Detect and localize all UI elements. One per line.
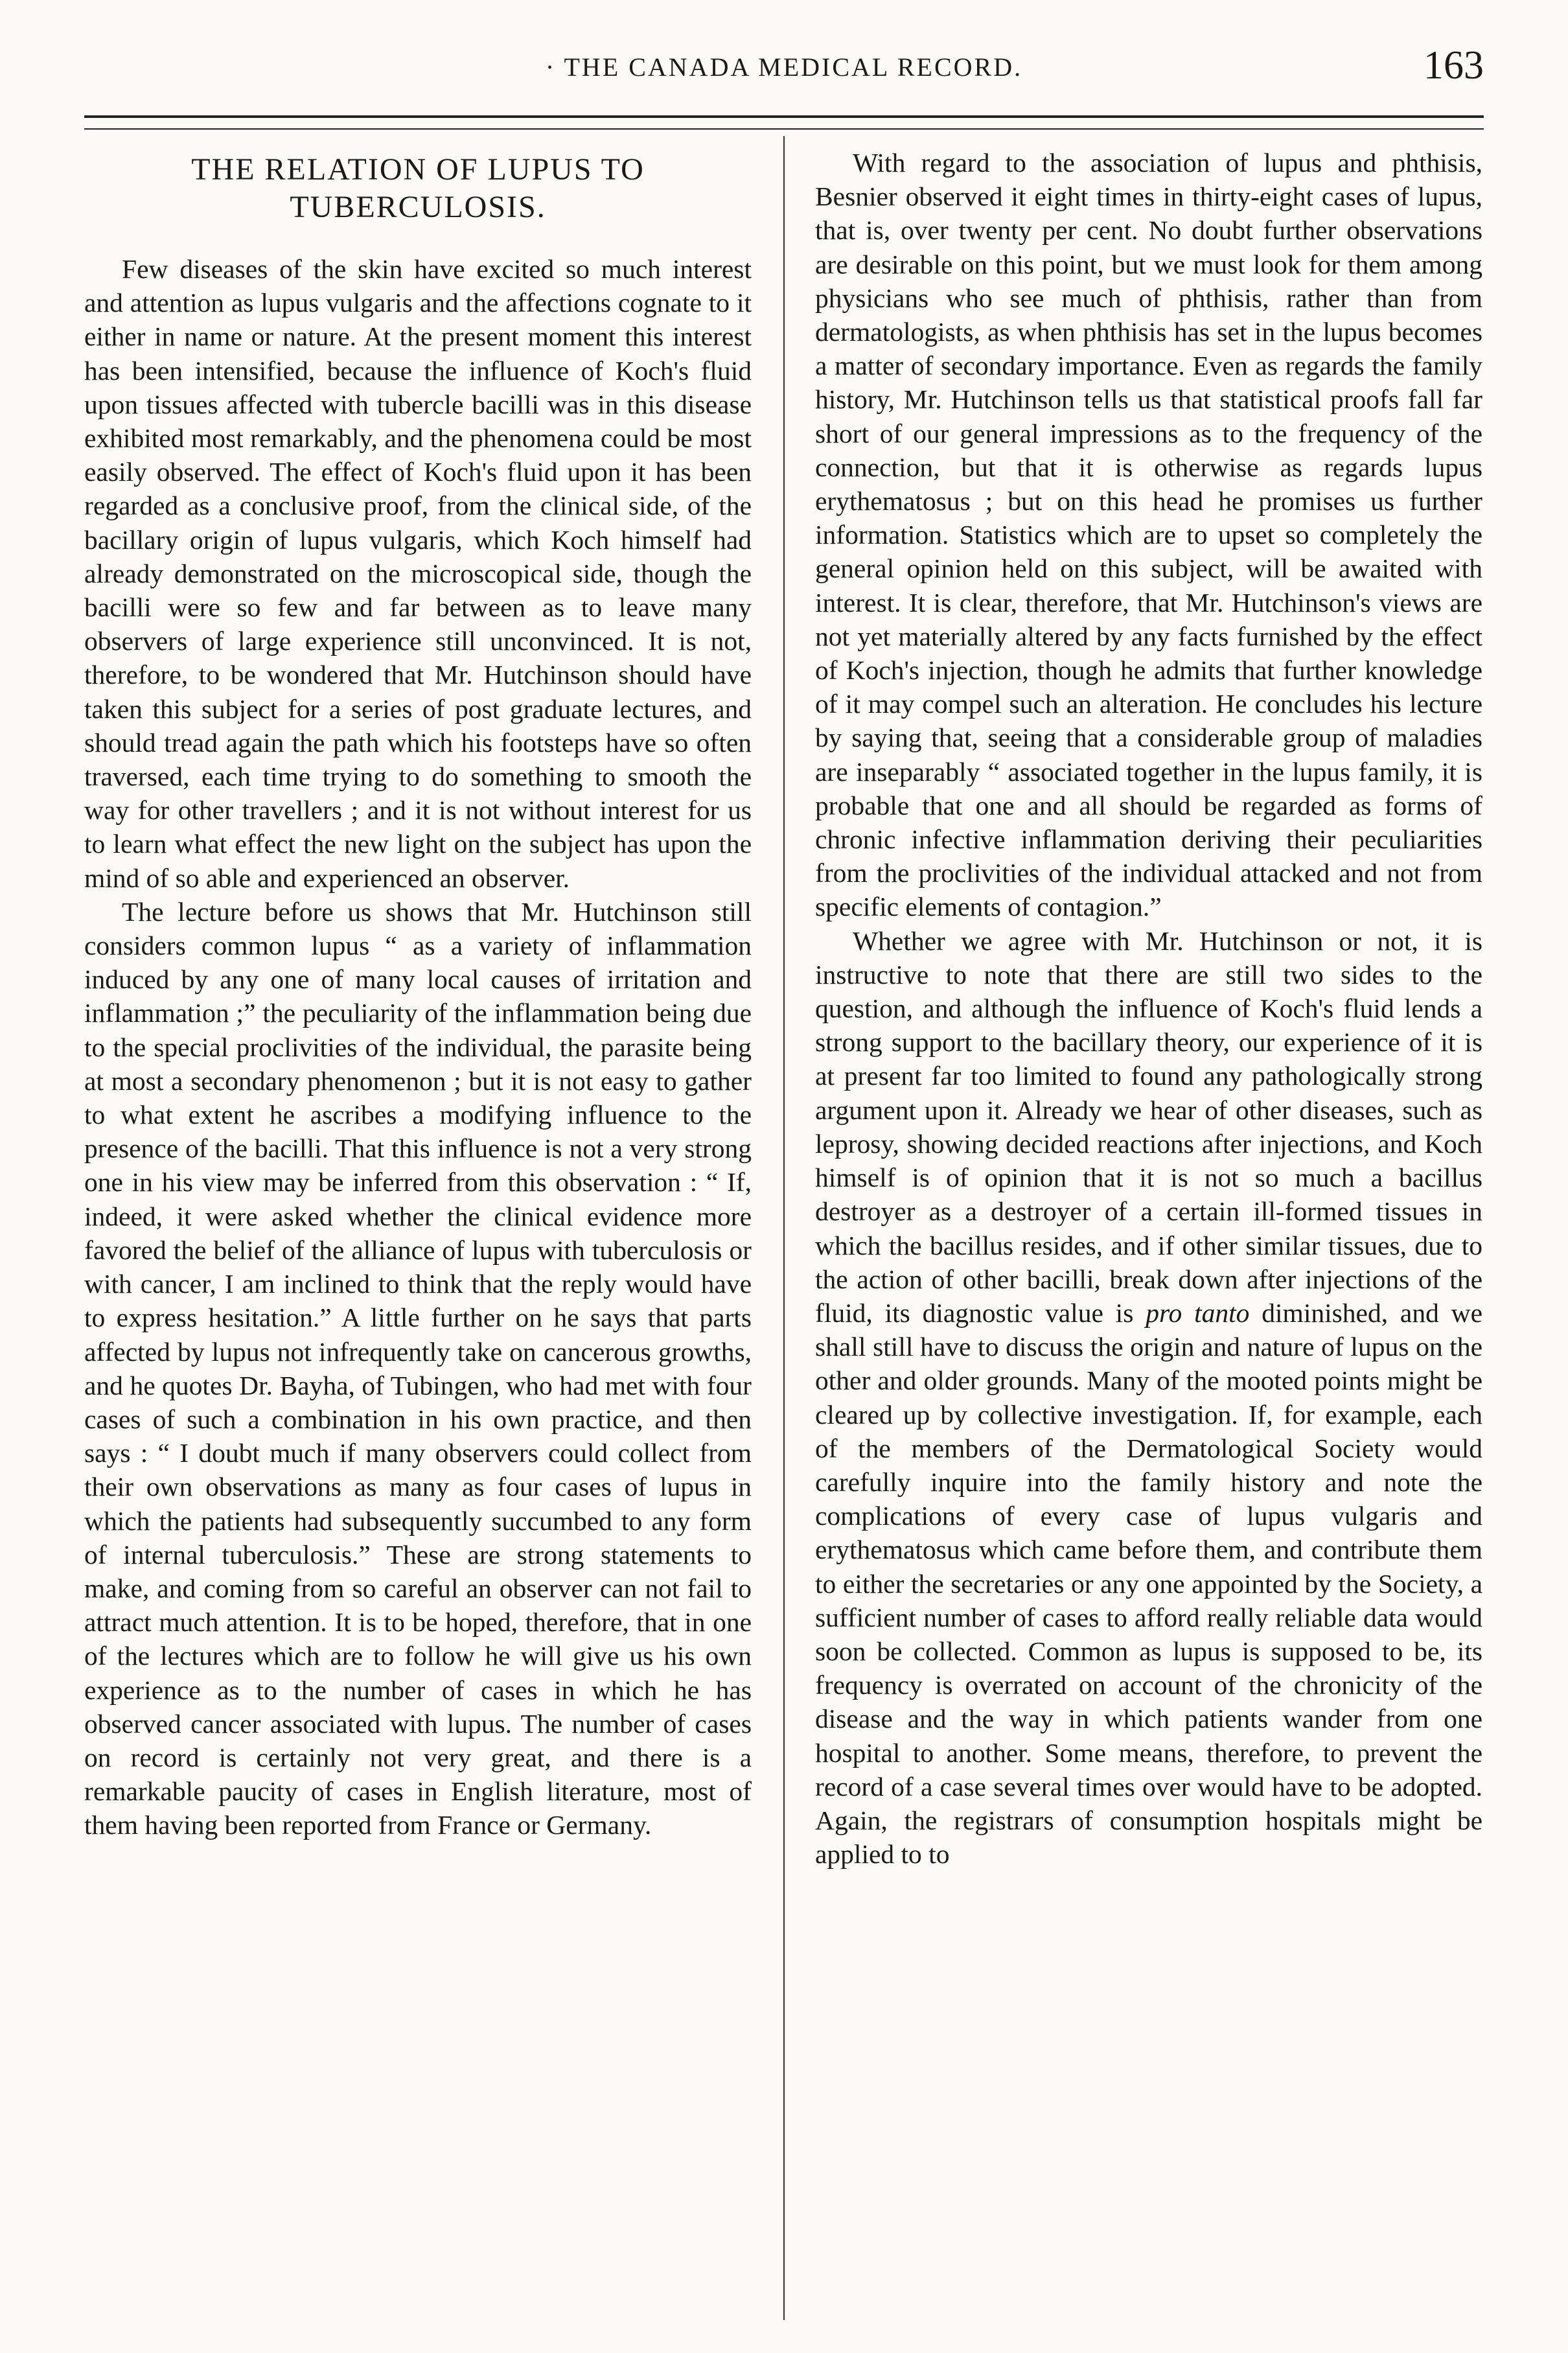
running-title: · THE CANADA MEDICAL RECORD. [545,52,1023,82]
page-number: 163 [1424,43,1484,87]
right-column [815,146,1482,1871]
italic-phrase: pro tanto [1146,1297,1250,1328]
paragraph [815,924,1482,1872]
article-title: THE RELATION OF LUPUS TO TUBERCULOSIS. [191,152,645,224]
paragraph: With regard to the association of lupus and phthisis, Besnier observed it eight times in thirty-eight cases of lupus, that is, over twenty per cent. No doubt further observations are desirable on this point, but we must look for them among physicians who see much of phthisis, rather than from dermatologists, as when phthisis has set in the lupus becomes a matter of secondary importance. Even as regards the family history, Mr. Hutchinson tells us that statistical proofs fall far short of our general impressions as to the frequency of the connection, but that it is otherwise as regards lupus erythematosus ; but on this head he promises us further information. Statistics which are to upset so completely the general opinion held on this subject, will be awaited with interest. It is clear, therefore, that Mr. Hutchinson's views are not yet materially altered by any facts furnished by the effect of Koch's injection, though he admits that further knowledge of it may compel such an alteration. He concludes his lecture by saying that, seeing that a considerable group of maladies are inseparably “ associated together in the lupus family, it is probable that one and all should be regarded as forms of chronic infective inflammation deriving their peculiarities from the proclivities of the individual attacked and not from specific elements of contagion.” [815,148,1482,922]
paragraph: Few diseases of the skin have excited so much interest and attention as lupus vulgaris and the affections cognate to it either in name or nature. At the present moment this interest has been intensified, because the influence of Koch's fluid upon tissues affected with tubercle bacilli was in this disease exhibited most remarkably, and the phenomena could be most easily observed. The effect of Koch's fluid upon it has been regarded as a conclusive proof, from the clinical side, of the bacillary origin of lupus vulgaris, which Koch himself had already demonstrated on the microscopical side, though the bacilli were so few and far between as to leave many observers of large experience still unconvinced. It is not, therefore, to be wondered that Mr. Hutchinson should have taken this subject for a series of post graduate lectures, and should tread again the path which his footsteps have so often traversed, each time trying to do something to smooth the way for other travellers ; and it is not without interest for us to learn what effect the new light on the subject has upon the mind of so able and experienced an observer. [84,254,752,893]
column-divider [783,136,785,2320]
header-rule-thick [84,115,1484,118]
page-header [84,39,1484,97]
left-column [84,146,752,1842]
paragraph-text: diminished, and we shall still have to discuss the origin and nature of lupus on the other and older grounds. Many of the mooted points might be cleared up by collective investigation. If, for example, each of the members of the Dermatological Society would carefully inquire into the family history and note the complications of every case of lupus vulgaris and erythematosus which came before them, and contribute them to either the secretaries or any one appointed by the Society, a sufficient number of cases to afford really reliable data would soon be collected. Common as lupus is supposed to be, its frequency is overrated on account of the chronicity of the disease and the way in which patients wander from one hospital to another. Some means, therefore, to prevent the record of a case several times over would have to be adopted. Again, the registrars of consumption hospitals might be applied to to [815,1297,1483,1870]
header-rule-thin [84,128,1484,130]
paragraph-text: Whether we agree with Mr. Hutchinson or not, it is instructive to note that there are still two sides to the question, and although the influence of Koch's fluid lends a strong support to the bacillary theory, our experience of it is at present far too limited to found any pathologically strong argument upon it. Already we hear of other diseases, such as leprosy, showing decided reactions after injections, and Koch himself is of opinion that it is not so much a bacillus destroyer as a destroyer of a certain ill-formed tissues in which the bacillus resides, and if other similar tissues, due to the action of other bacilli, break down after injections of the fluid, its diagnostic value is [815,925,1482,1328]
paragraph: The lecture before us shows that Mr. Hutchinson still considers common lupus “ as a variety of inflammation induced by any one of many local causes of irritation and inflammation ;” the peculiarity of the inflammation being due to the special proclivities of the individual, the parasite being at most a secondary phenomenon ; but it is not easy to gather to what extent he ascribes a modifying influence to the presence of the bacilli. That this influence is not a very strong one in his view may be inferred from this observation : “ If, indeed, it were asked whether the clinical evidence more favored the belief of the alliance of lupus with tuberculosis or with cancer, I am inclined to think that the reply would have to express hesitation.” A little further on he says that parts affected by lupus not infrequently take on cancerous growths, and he quotes Dr. Bayha, of Tubingen, who had met with four cases of such a combination in his own practice, and then says : “ I doubt much if many observers could collect from their own observations as many as four cases of lupus in which the patients had subsequently succumbed to any form of internal tuberculosis.” These are strong statements to make, and coming from so careful an observer can not fail to attract much attention. It is to be hoped, therefore, that in one of the lectures which are to follow he will give us his own experience as to the number of cases in which he has observed cancer associated with lupus. The number of cases on record is certainly not very great, and there is a remarkable paucity of cases in English literature, most of them having been reported from France or Germany. [84,896,752,1840]
